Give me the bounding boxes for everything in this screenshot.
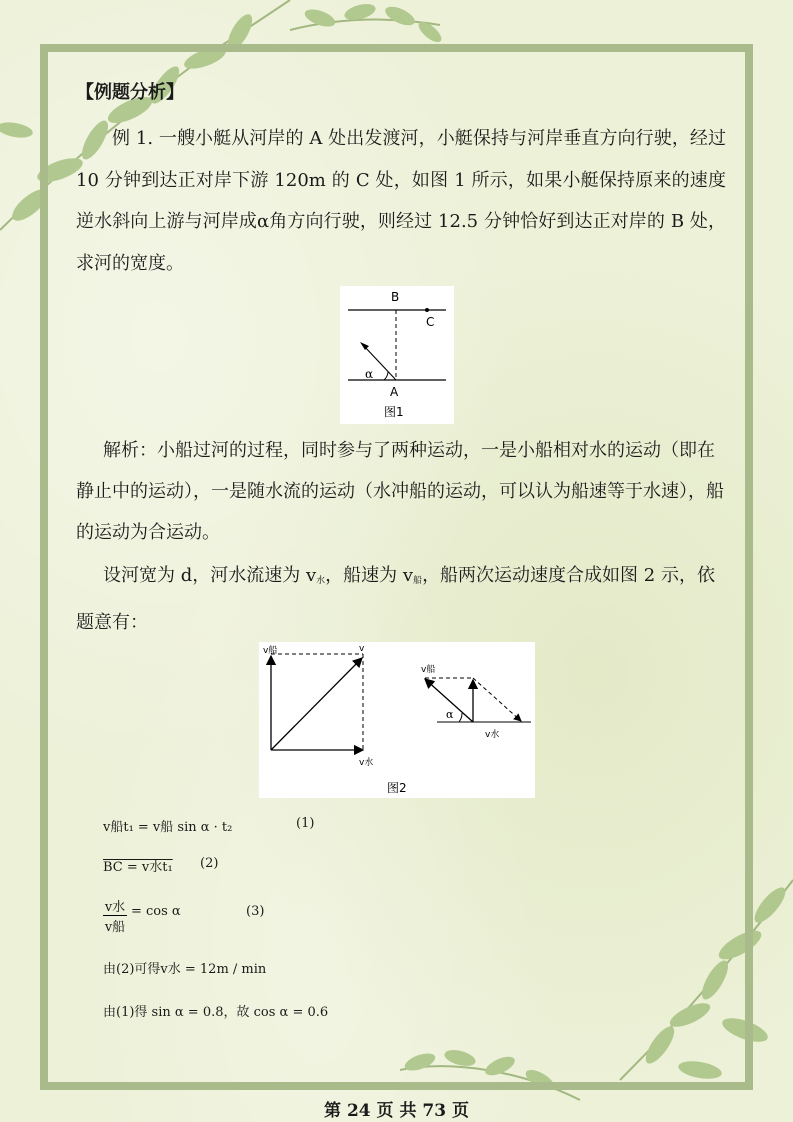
setup-text-2: ，船速为 v <box>325 565 414 586</box>
example-paragraph <box>76 118 726 284</box>
label-a: A <box>390 385 399 399</box>
label-c: C <box>426 315 435 329</box>
figure-1-caption: 图1 <box>384 405 404 419</box>
analysis-area <box>76 430 726 643</box>
equation-3-number: (3) <box>246 904 265 919</box>
section-title: 【例题分析】 <box>76 82 184 103</box>
content-area <box>76 78 726 284</box>
equation-4: 由(2)可得v水 = 12m / min <box>103 962 267 977</box>
label-vwater-right: v水 <box>485 730 500 740</box>
equation-3-rhs: = cos α <box>131 904 181 919</box>
sub-water: 水 <box>316 576 326 586</box>
equation-2-text: BC = v水t₁ <box>103 860 173 875</box>
setup-text-3: ，船两次运动速度合成如图 2 示，依题意有： <box>76 565 715 633</box>
setup-paragraph <box>76 555 726 643</box>
point-c-marker <box>425 308 429 312</box>
figure-2 <box>259 642 535 798</box>
equation-5: 由(1)得 sin α = 0.8，故 cos α = 0.6 <box>103 1005 329 1020</box>
equation-1 <box>103 816 315 835</box>
label-v: v <box>359 644 365 654</box>
label-alpha: α <box>365 367 374 381</box>
label-vwater-left: v水 <box>359 758 374 768</box>
setup-text-1: 设河宽为 d，河水流速为 v <box>103 565 317 586</box>
label-vboat-right: v船 <box>421 665 436 675</box>
equation-3-denominator: v船 <box>104 920 126 935</box>
analysis-paragraph: 解析：小船过河的过程，同时参与了两种运动，一是小船相对水的运动（即在静止中的运动），一是随水流的运动（水冲船的运动，可以认为船速等于水速），船的运动为合运动。 <box>76 440 724 543</box>
label-vboat-left: v船 <box>263 646 278 656</box>
figure-1 <box>340 286 454 424</box>
figure-2-caption: 图2 <box>387 781 407 795</box>
label-alpha-fig2: α <box>446 708 454 721</box>
sub-boat: 船 <box>413 576 423 586</box>
label-b: B <box>391 290 400 304</box>
equation-3 <box>103 896 303 936</box>
example-text: 一艘小艇从河岸的 A 处出发渡河，小艇保持与河岸垂直方向行驶，经过 10 分钟到达正对岸下游 120m 的 C 处，如图 1 所示，如果小艇保持原来的速度逆水斜向上游与河岸成α角方向行驶，则经过 12.5 分钟恰好到达正对岸的 B 处，求河的宽度。 <box>76 128 726 274</box>
figure-2-diagram <box>259 642 535 798</box>
equation-3-numerator: v水 <box>103 896 127 916</box>
example-label: 例 1. <box>112 128 154 149</box>
equation-1-text: v船t₁ = v船 sin α · t₂ <box>103 820 233 835</box>
equation-2-number: (2) <box>200 856 219 871</box>
equation-2 <box>103 856 219 875</box>
equation-3-fraction <box>103 896 127 935</box>
figure-1-diagram <box>340 286 454 424</box>
equation-1-number: (1) <box>296 816 315 831</box>
page-footer: 第 24 页 共 73 页 <box>324 1101 469 1121</box>
